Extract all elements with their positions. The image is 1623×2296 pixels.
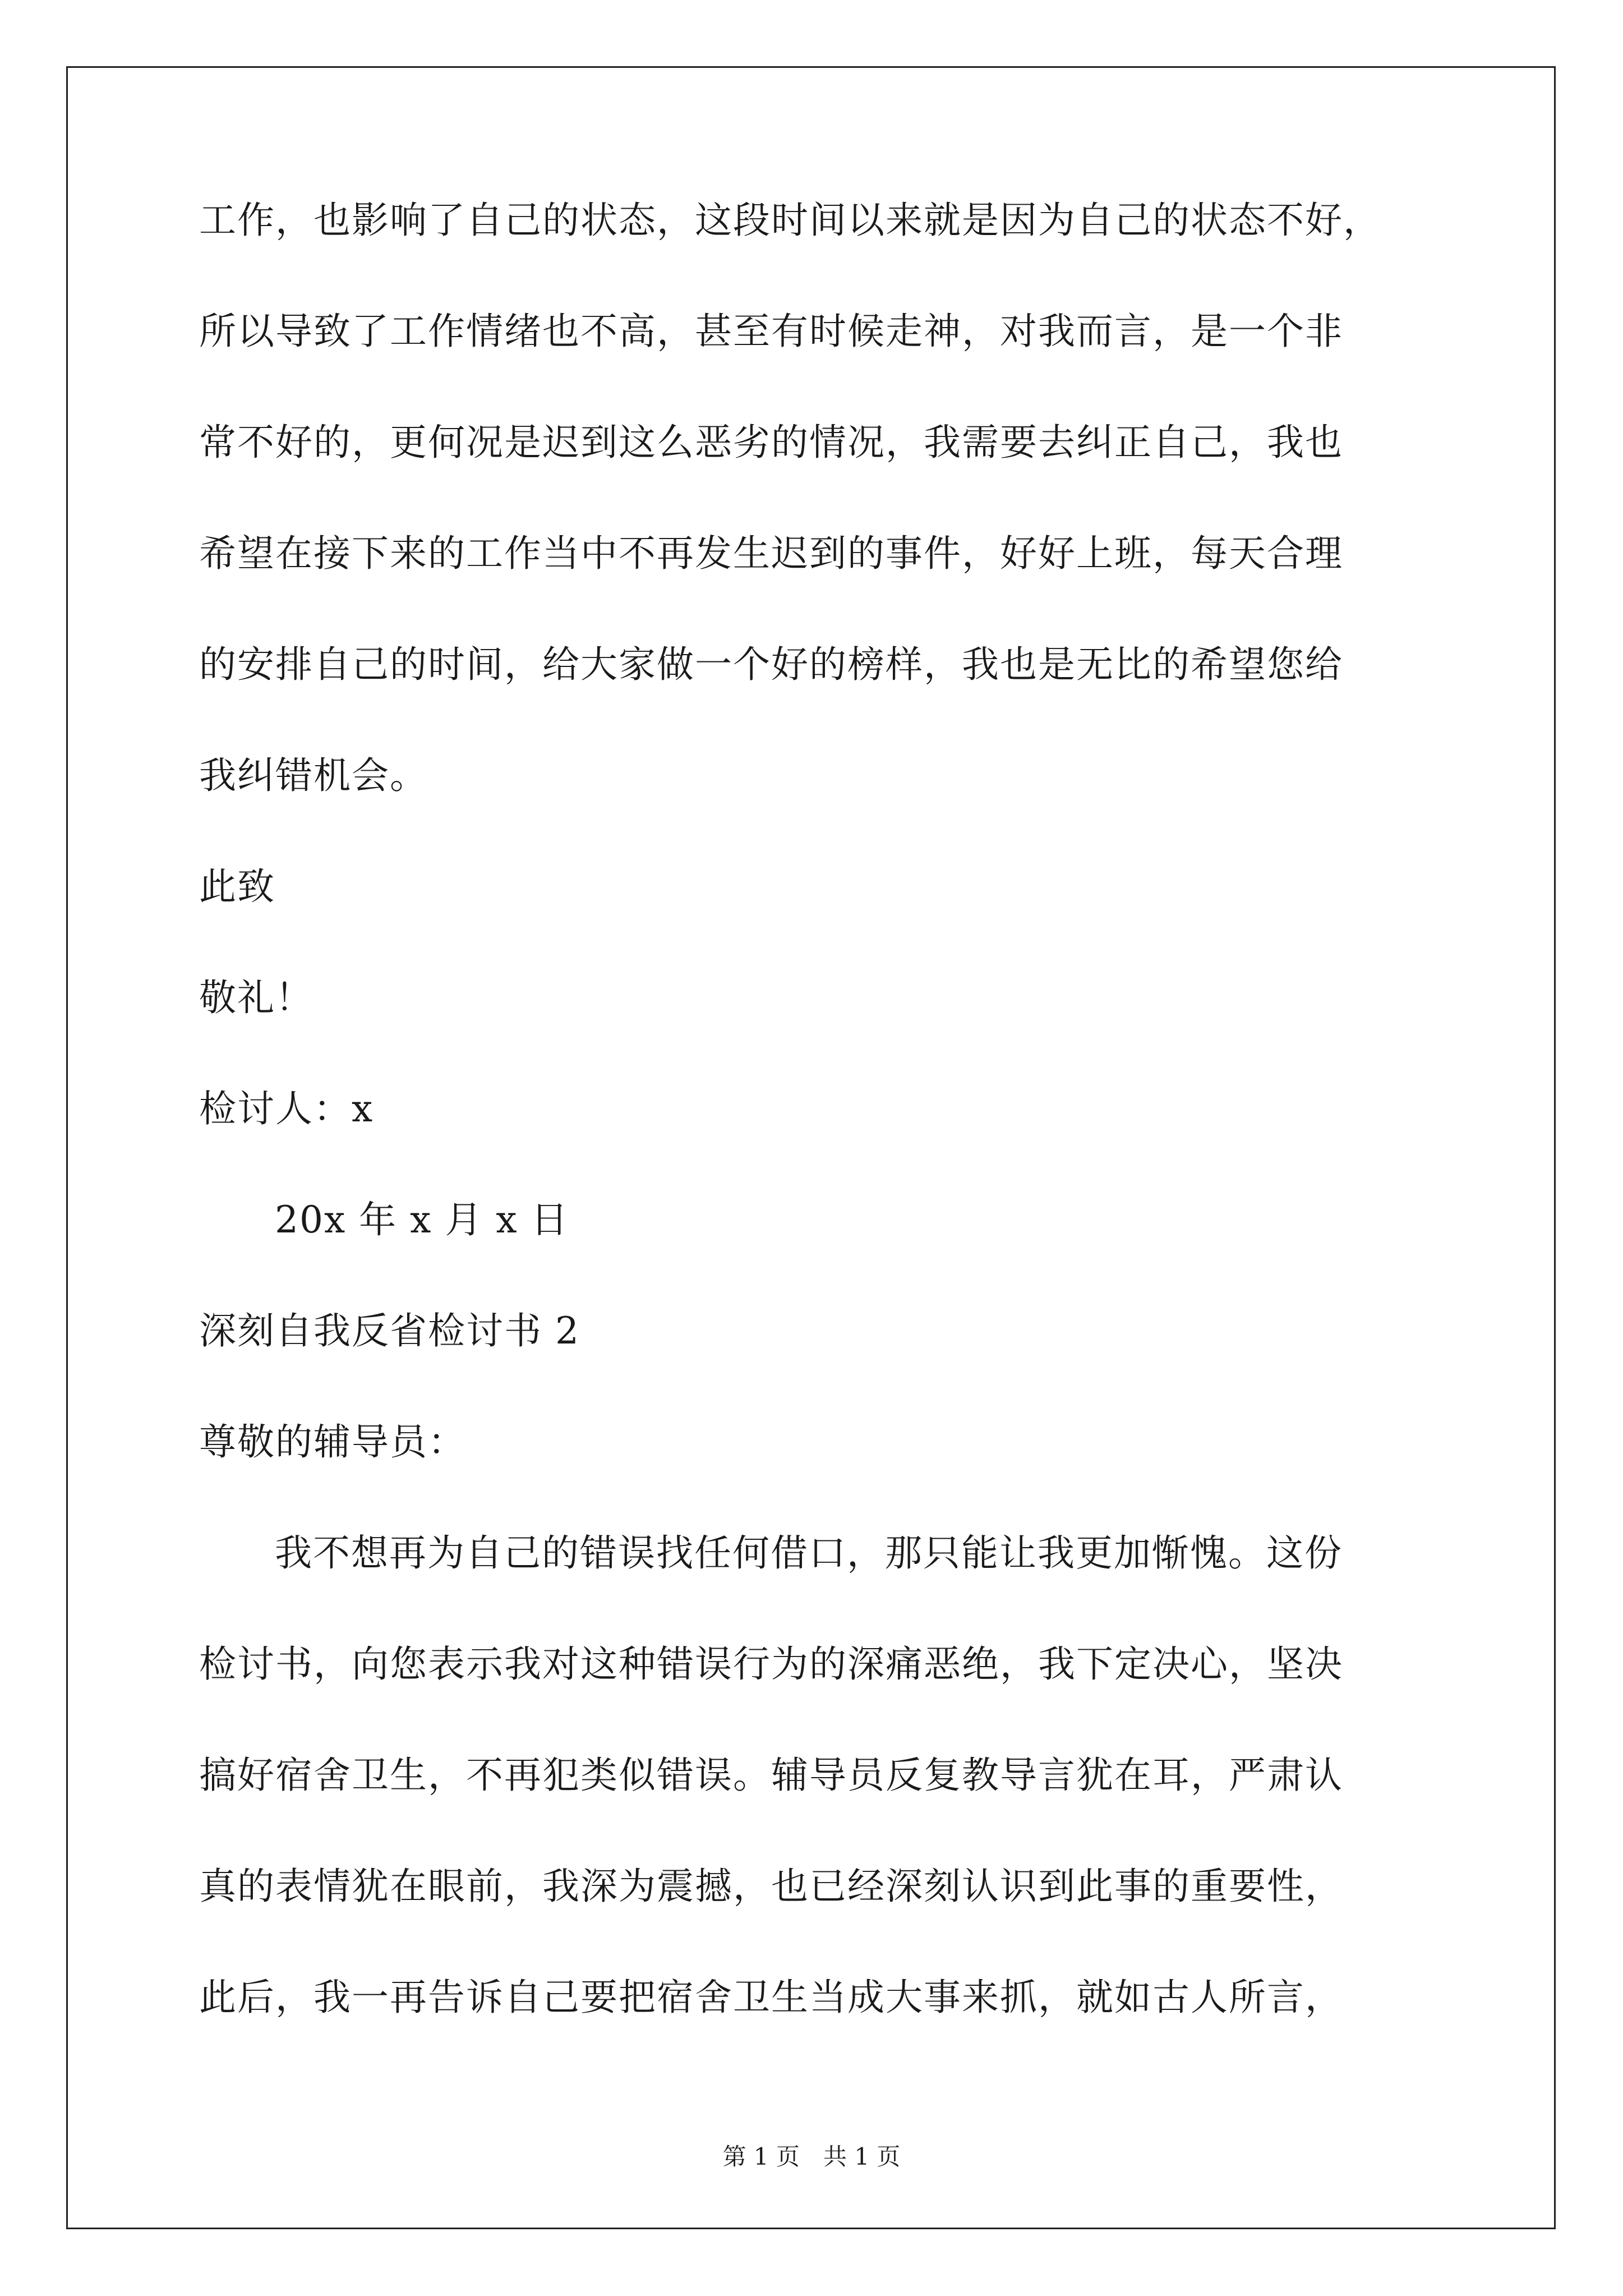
date-line: 20x 年 x 月 x 日 xyxy=(275,1198,569,1241)
body-text-line: 工作，也影响了自己的状态，这段时间以来就是因为自己的状态不好， xyxy=(199,199,1381,242)
page-footer: 第 1 页 共 1 页 xyxy=(722,2143,901,2170)
body-text-line: 的安排自己的时间，给大家做一个好的榜样，我也是无比的希望您给 xyxy=(199,643,1343,686)
body-text-line: 真的表情犹在眼前，我深为震撼，也已经深刻认识到此事的重要性， xyxy=(199,1865,1343,1908)
body-text-line: 搞好宿舍卫生，不再犯类似错误。辅导员反复教导言犹在耳，严肃认 xyxy=(199,1754,1343,1797)
closing-line: 此致 xyxy=(199,865,275,908)
salutation: 尊敬的辅导员： xyxy=(199,1420,466,1464)
signer-line: 检讨人：x xyxy=(199,1087,374,1130)
body-text-line: 我不想再为自己的错误找任何借口，那只能让我更加惭愧。这份 xyxy=(275,1531,1343,1575)
body-text-line: 希望在接下来的工作当中不再发生迟到的事件，好好上班，每天合理 xyxy=(199,532,1343,575)
body-text-line: 检讨书，向您表示我对这种错误行为的深痛恶绝，我下定决心，坚决 xyxy=(199,1642,1343,1686)
body-text-line: 常不好的，更何况是迟到这么恶劣的情况，我需要去纠正自己，我也 xyxy=(199,421,1343,464)
body-text-line: 所以导致了工作情绪也不高，甚至有时候走神，对我而言，是一个非 xyxy=(199,310,1343,353)
body-text-line: 我纠错机会。 xyxy=(199,754,428,797)
body-text-line: 此后，我一再告诉自己要把宿舍卫生当成大事来抓，就如古人所言， xyxy=(199,1976,1343,2019)
closing-salute: 敬礼！ xyxy=(199,976,313,1019)
section-title: 深刻自我反省检讨书 2 xyxy=(199,1309,580,1352)
